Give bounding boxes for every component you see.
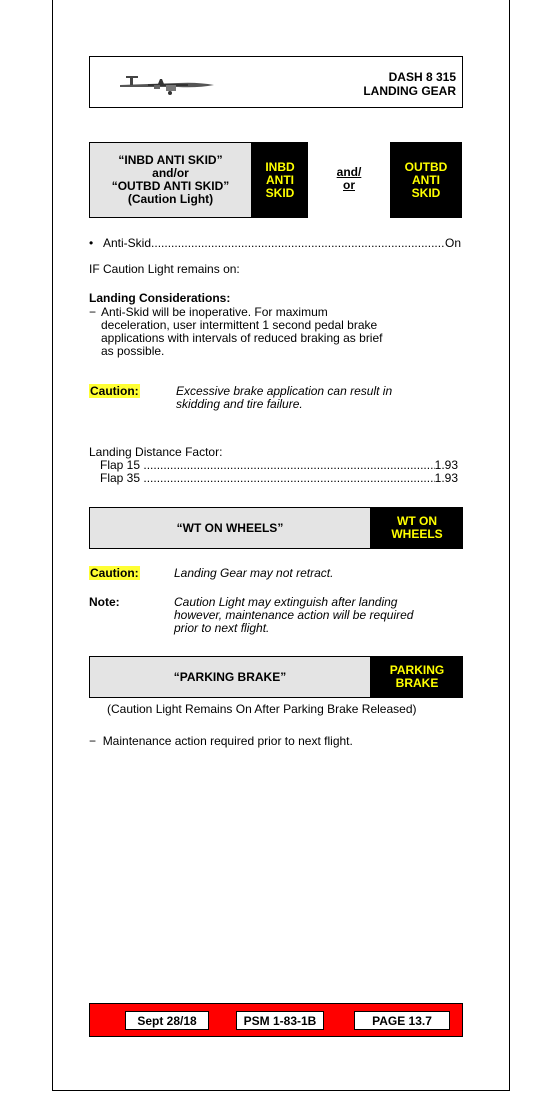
if-caution-line: IF Caution Light remains on: xyxy=(89,262,240,276)
parking-brake-light: PARKING BRAKE xyxy=(371,656,463,698)
footer-page-number: PAGE 13.7 xyxy=(354,1011,450,1030)
note-label: Note: xyxy=(89,595,120,609)
inbd-anti-skid-light: INBD ANTI SKID xyxy=(252,142,308,218)
wt-on-wheels-title-box: “WT ON WHEELS” xyxy=(89,507,371,549)
anti-skid-checklist-item: • Anti-Skid ..... On xyxy=(89,237,461,250)
header-title: DASH 8 315 LANDING GEAR xyxy=(363,70,456,98)
aircraft-icon xyxy=(118,69,218,99)
page-footer xyxy=(89,1003,463,1037)
caution-label-2: Caution: xyxy=(90,566,139,580)
anti-skid-title-box: “INBD ANTI SKID” and/or “OUTBD ANTI SKID” (Caution Light) xyxy=(89,142,252,218)
page-header xyxy=(89,56,463,108)
parking-brake-subtitle: (Caution Light Remains On After Parking Brake Released) xyxy=(107,702,417,716)
caution-text: Excessive brake application can result in skidding and tire failure. xyxy=(176,384,393,411)
note-text: Caution Light may extinguish after landing however, maintenance action will be required prior to next flight. xyxy=(174,595,414,635)
landing-considerations-heading: Landing Considerations: xyxy=(89,291,231,305)
footer-date: Sept 28/18 xyxy=(125,1011,209,1030)
caution-label: Caution: xyxy=(90,384,139,398)
caution-text-2: Landing Gear may not retract. xyxy=(174,566,334,580)
landing-distance-heading: Landing Distance Factor: xyxy=(89,445,223,459)
landing-considerations-text: − Anti-Skid will be inoperative. For maximum deceleration, user intermittent 1 second pedal brake applications with intervals of reduced braking as brief as possible. xyxy=(89,305,383,358)
outbd-anti-skid-light: OUTBD ANTI SKID xyxy=(390,142,462,218)
and-or-label: and/ or xyxy=(336,165,362,192)
flap-35-row: Flap 35 ..... 1.93 xyxy=(100,472,458,485)
footer-document-id: PSM 1-83-1B xyxy=(236,1011,324,1030)
flap-15-row: Flap 15 ..... 1.93 xyxy=(100,459,458,472)
parking-brake-title-box: “PARKING BRAKE” xyxy=(89,656,371,698)
wt-on-wheels-light: WT ON WHEELS xyxy=(371,507,463,549)
document-page xyxy=(52,0,510,1091)
maintenance-action-line: − Maintenance action required prior to next flight. xyxy=(89,734,353,748)
